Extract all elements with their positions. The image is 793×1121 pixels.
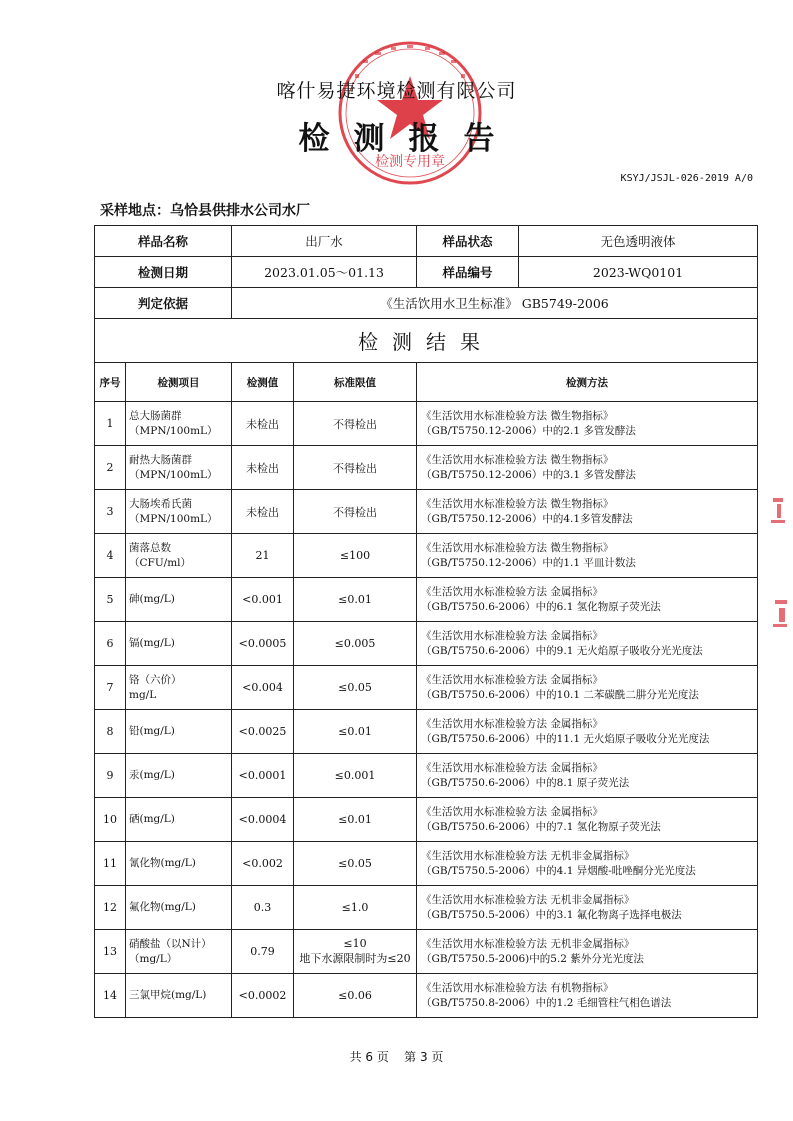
sampling-site-value: 乌恰县供排水公司水厂: [170, 203, 310, 219]
row-value: <0.0002: [232, 974, 294, 1018]
sampling-site: [100, 200, 310, 220]
row-limit-line: ≤0.06: [338, 989, 372, 1002]
row-method-line: 《生活饮用水标准检验方法 金属指标》: [421, 717, 603, 730]
row-limit: [294, 622, 417, 666]
row-limit-line: ≤0.001: [334, 769, 376, 782]
row-method: [417, 842, 758, 886]
document-number: KSYJ/JSJL-026-2019 A/0: [620, 173, 753, 184]
row-item: [126, 578, 232, 622]
row-item-line: mg/L: [129, 688, 157, 701]
info-row-date: [95, 257, 758, 288]
table-row: [95, 974, 758, 1018]
row-item: [126, 534, 232, 578]
stamp-text: 检测专用章: [375, 154, 445, 170]
row-item: [126, 622, 232, 666]
sample-name-value: 出厂水: [232, 226, 417, 257]
row-limit-line: 不得检出: [333, 417, 378, 431]
page-footer: [0, 1048, 793, 1065]
row-number: 12: [95, 886, 126, 930]
row-number: 9: [95, 754, 126, 798]
row-method-line: 《生活饮用水标准检验方法 金属指标》: [421, 673, 603, 686]
row-limit: [294, 534, 417, 578]
table-row: [95, 710, 758, 754]
row-limit-line: ≤100: [339, 549, 371, 562]
row-method: [417, 490, 758, 534]
sample-no-label: 样品编号: [417, 257, 519, 288]
row-limit-line: ≤0.05: [338, 681, 372, 694]
row-method: [417, 578, 758, 622]
row-method: [417, 402, 758, 446]
column-header-value: 检测值: [232, 363, 294, 402]
row-method-line: 《生活饮用水标准检验方法 有机物指标》: [421, 981, 614, 994]
results-column-headers: [95, 363, 758, 402]
row-method-line: （GB/T5750.12-2006）中的3.1 多管发酵法: [421, 468, 636, 481]
row-method-line: （GB/T5750.8-2006）中的1.2 毛细管柱气相色谱法: [421, 996, 672, 1009]
row-number: 5: [95, 578, 126, 622]
row-number: 6: [95, 622, 126, 666]
row-item-line: 菌落总数: [129, 541, 171, 554]
row-limit: [294, 974, 417, 1018]
table-row: [95, 402, 758, 446]
row-value: 0.3: [232, 886, 294, 930]
row-method: [417, 446, 758, 490]
row-value: <0.0001: [232, 754, 294, 798]
table-row: [95, 622, 758, 666]
row-number: 13: [95, 930, 126, 974]
row-item: [126, 930, 232, 974]
row-value: <0.0025: [232, 710, 294, 754]
row-limit: [294, 446, 417, 490]
row-limit-line: 不得检出: [333, 505, 378, 519]
row-item-line: 总大肠菌群: [129, 409, 182, 422]
table-row: [95, 798, 758, 842]
edge-seal-mark: [765, 490, 793, 650]
row-item-line: 硒(mg/L): [129, 813, 175, 825]
row-item-line: （MPN/100mL）: [129, 512, 218, 525]
row-method-line: （GB/T5750.6-2006）中的10.1 二苯碳酰二肼分光光度法: [421, 688, 699, 701]
row-value: 未检出: [232, 490, 294, 534]
table-row: [95, 490, 758, 534]
row-method: [417, 974, 758, 1018]
row-limit-line: 地下水源限制时为≤20: [299, 952, 411, 965]
row-method-line: 《生活饮用水标准检验方法 无机非金属指标》: [421, 893, 635, 906]
row-item-line: 氰化物(mg/L): [129, 857, 196, 869]
sample-no-value: 2023-WQ0101: [519, 257, 758, 288]
row-method-line: （GB/T5750.6-2006）中的11.1 无火焰原子吸收分光光度法: [421, 732, 710, 745]
sample-state-label: 样品状态: [417, 226, 519, 257]
table-row: [95, 754, 758, 798]
row-number: 2: [95, 446, 126, 490]
row-item-line: 镉(mg/L): [129, 637, 175, 649]
row-item-line: （CFU/ml）: [129, 556, 192, 569]
row-limit-line: ≤10: [343, 937, 367, 950]
row-item: [126, 490, 232, 534]
row-limit: [294, 710, 417, 754]
row-limit: [294, 754, 417, 798]
row-number: 14: [95, 974, 126, 1018]
row-item: [126, 886, 232, 930]
test-date-value: 2023.01.05～01.13: [232, 257, 417, 288]
sample-state-value: 无色透明液体: [519, 226, 758, 257]
row-method-line: 《生活饮用水标准检验方法 微生物指标》: [421, 453, 614, 466]
row-limit: [294, 798, 417, 842]
row-item-line: 铬（六价）: [129, 673, 182, 686]
row-value: <0.0005: [232, 622, 294, 666]
row-item-line: 硝酸盐（以N计）: [129, 937, 212, 950]
row-item: [126, 446, 232, 490]
row-method-line: 《生活饮用水标准检验方法 金属指标》: [421, 805, 603, 818]
row-item-line: （MPN/100mL）: [129, 424, 218, 437]
row-method-line: 《生活饮用水标准检验方法 微生物指标》: [421, 497, 614, 510]
row-method-line: （GB/T5750.12-2006）中的2.1 多管发酵法: [421, 424, 636, 437]
row-method-line: （GB/T5750.6-2006）中的8.1 原子荧光法: [421, 776, 630, 789]
row-method-line: 《生活饮用水标准检验方法 金属指标》: [421, 761, 603, 774]
row-limit-line: ≤0.01: [338, 593, 372, 606]
row-item-line: （MPN/100mL）: [129, 468, 218, 481]
row-number: 8: [95, 710, 126, 754]
row-item: [126, 666, 232, 710]
row-item: [126, 402, 232, 446]
table-row: [95, 666, 758, 710]
column-header-method: 检测方法: [417, 363, 758, 402]
row-value: 0.79: [232, 930, 294, 974]
sample-name-label: 样品名称: [95, 226, 232, 257]
row-item-line: 氟化物(mg/L): [129, 901, 196, 913]
row-item: [126, 974, 232, 1018]
table-row: [95, 886, 758, 930]
row-item-line: 耐热大肠菌群: [129, 453, 192, 466]
row-method: [417, 930, 758, 974]
table-row: [95, 842, 758, 886]
row-item: [126, 842, 232, 886]
row-method-line: （GB/T5750.5-2006）中的3.1 氟化物离子选择电极法: [421, 908, 682, 921]
report-table: [94, 225, 758, 1018]
total-pages: 共 6 页: [349, 1050, 389, 1064]
row-limit: [294, 402, 417, 446]
row-limit: [294, 490, 417, 534]
row-item: [126, 798, 232, 842]
row-method-line: 《生活饮用水标准检验方法 微生物指标》: [421, 541, 614, 554]
row-method: [417, 886, 758, 930]
row-method: [417, 622, 758, 666]
row-method-line: （GB/T5750.6-2006）中的6.1 氢化物原子荧光法: [421, 600, 661, 613]
row-value: 未检出: [232, 402, 294, 446]
row-value: <0.001: [232, 578, 294, 622]
basis-label: 判定依据: [95, 288, 232, 319]
row-limit-line: ≤0.05: [338, 857, 372, 870]
row-item: [126, 754, 232, 798]
row-method: [417, 534, 758, 578]
row-limit-line: ≤0.01: [338, 813, 372, 826]
current-page: 第 3 页: [404, 1050, 444, 1064]
row-limit-line: ≤0.005: [334, 637, 376, 650]
row-method-line: （GB/T5750.12-2006）中的4.1多管发酵法: [421, 512, 633, 525]
report-title: 检测报告: [298, 121, 519, 157]
row-method: [417, 754, 758, 798]
row-item-line: 三氯甲烷(mg/L): [129, 989, 207, 1001]
row-method: [417, 666, 758, 710]
row-item-line: 砷(mg/L): [129, 593, 175, 605]
row-method-line: 《生活饮用水标准检验方法 微生物指标》: [421, 409, 614, 422]
row-limit: [294, 666, 417, 710]
row-limit: [294, 930, 417, 974]
row-method: [417, 798, 758, 842]
row-method: [417, 710, 758, 754]
column-header-limit: 标准限值: [294, 363, 417, 402]
company-name: 喀什易捷环境检测有限公司: [276, 80, 517, 102]
row-number: 11: [95, 842, 126, 886]
sampling-site-label: 采样地点：: [100, 203, 170, 219]
column-header-no: 序号: [95, 363, 126, 402]
row-number: 3: [95, 490, 126, 534]
row-item-line: （mg/L）: [129, 952, 178, 965]
results-section-row: [95, 319, 758, 363]
row-limit-line: 不得检出: [333, 461, 378, 475]
row-value: <0.002: [232, 842, 294, 886]
row-method-line: 《生活饮用水标准检验方法 金属指标》: [421, 629, 603, 642]
row-limit: [294, 578, 417, 622]
row-method-line: （GB/T5750.5-2006)中的5.2 紫外分光光度法: [421, 952, 644, 965]
row-value: <0.0004: [232, 798, 294, 842]
row-item: [126, 710, 232, 754]
row-value: <0.004: [232, 666, 294, 710]
table-row: [95, 446, 758, 490]
row-item-line: 大肠埃希氏菌: [129, 497, 192, 510]
row-number: 4: [95, 534, 126, 578]
results-rows: [95, 402, 758, 1018]
row-value: 未检出: [232, 446, 294, 490]
table-row: [95, 578, 758, 622]
row-number: 1: [95, 402, 126, 446]
row-number: 7: [95, 666, 126, 710]
row-method-line: （GB/T5750.12-2006）中的1.1 平皿计数法: [421, 556, 636, 569]
row-limit-line: ≤1.0: [341, 901, 369, 914]
basis-value: 《生活饮用水卫生标准》 GB5749-2006: [232, 288, 758, 319]
column-header-item: 检测项目: [126, 363, 232, 402]
row-limit-line: ≤0.01: [338, 725, 372, 738]
test-date-label: 检测日期: [95, 257, 232, 288]
info-row-sample: [95, 226, 758, 257]
row-method-line: （GB/T5750.6-2006）中的9.1 无火焰原子吸收分光光度法: [421, 644, 703, 657]
table-row: [95, 930, 758, 974]
table-row: [95, 534, 758, 578]
row-method-line: 《生活饮用水标准检验方法 无机非金属指标》: [421, 849, 635, 862]
results-section-title: 检测结果: [95, 319, 758, 363]
row-method-line: （GB/T5750.5-2006）中的4.1 异烟酸-吡唑酮分光光度法: [421, 864, 696, 877]
row-number: 10: [95, 798, 126, 842]
row-method-line: 《生活饮用水标准检验方法 无机非金属指标》: [421, 937, 635, 950]
row-item-line: 汞(mg/L): [129, 769, 175, 781]
row-method-line: 《生活饮用水标准检验方法 金属指标》: [421, 585, 603, 598]
row-method-line: （GB/T5750.6-2006）中的7.1 氢化物原子荧光法: [421, 820, 661, 833]
row-item-line: 铅(mg/L): [129, 725, 175, 737]
row-value: 21: [232, 534, 294, 578]
row-limit: [294, 886, 417, 930]
info-row-basis: [95, 288, 758, 319]
row-limit: [294, 842, 417, 886]
